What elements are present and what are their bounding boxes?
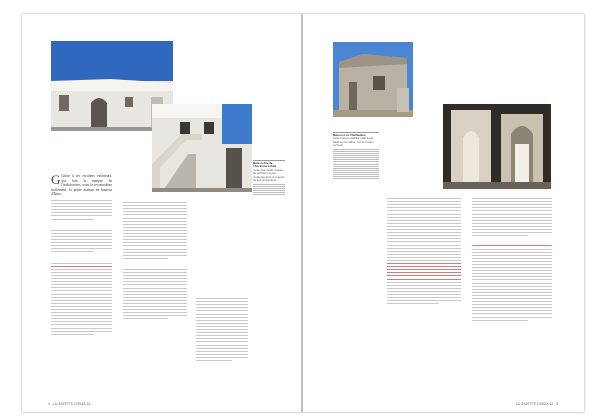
photo-exterior-stairs bbox=[152, 104, 252, 192]
caption-text: Cette maison traditionnelle a été bâtie sur la colline, sur un terrain rocheux. bbox=[333, 136, 374, 148]
photo-caption bbox=[333, 132, 379, 180]
caption-text: Cette rare vieille maison de pêcheurs a été restaurée dans le respect de ses proportions. bbox=[253, 167, 285, 183]
page-number: 5 bbox=[556, 402, 558, 406]
photo-interior-arch bbox=[443, 104, 551, 189]
caption-title: Maison à La Chalhadène bbox=[333, 132, 366, 137]
page-footer-right bbox=[516, 402, 558, 406]
caption-title: Maison dite de l'Ancienne Lobba bbox=[253, 160, 277, 169]
drop-cap: G bbox=[51, 172, 61, 187]
running-footer: LA GAZETTE D'IBIZA 12 bbox=[515, 402, 554, 406]
body-column-2 bbox=[123, 200, 187, 322]
photo-stone-house bbox=[333, 42, 413, 117]
body-column-1 bbox=[51, 174, 112, 337]
intro-text: Grâce à ses escaliers extérieurs, qui font la marque de l'architecture, vous la reconnaîtrez facilement, la petite maison en hauteur d'Ibiza. bbox=[51, 174, 112, 197]
photo-caption bbox=[253, 160, 285, 196]
body-column-3 bbox=[196, 296, 248, 363]
page-footer-left bbox=[48, 402, 90, 406]
body-column-2 bbox=[472, 196, 552, 323]
left-page bbox=[22, 14, 303, 412]
page-number: 4 bbox=[48, 402, 50, 406]
body-column-1 bbox=[387, 196, 461, 306]
intro-paragraph bbox=[51, 174, 112, 197]
running-footer: LA GAZETTE D'IBIZA 12 bbox=[52, 402, 91, 406]
right-page bbox=[303, 14, 584, 412]
